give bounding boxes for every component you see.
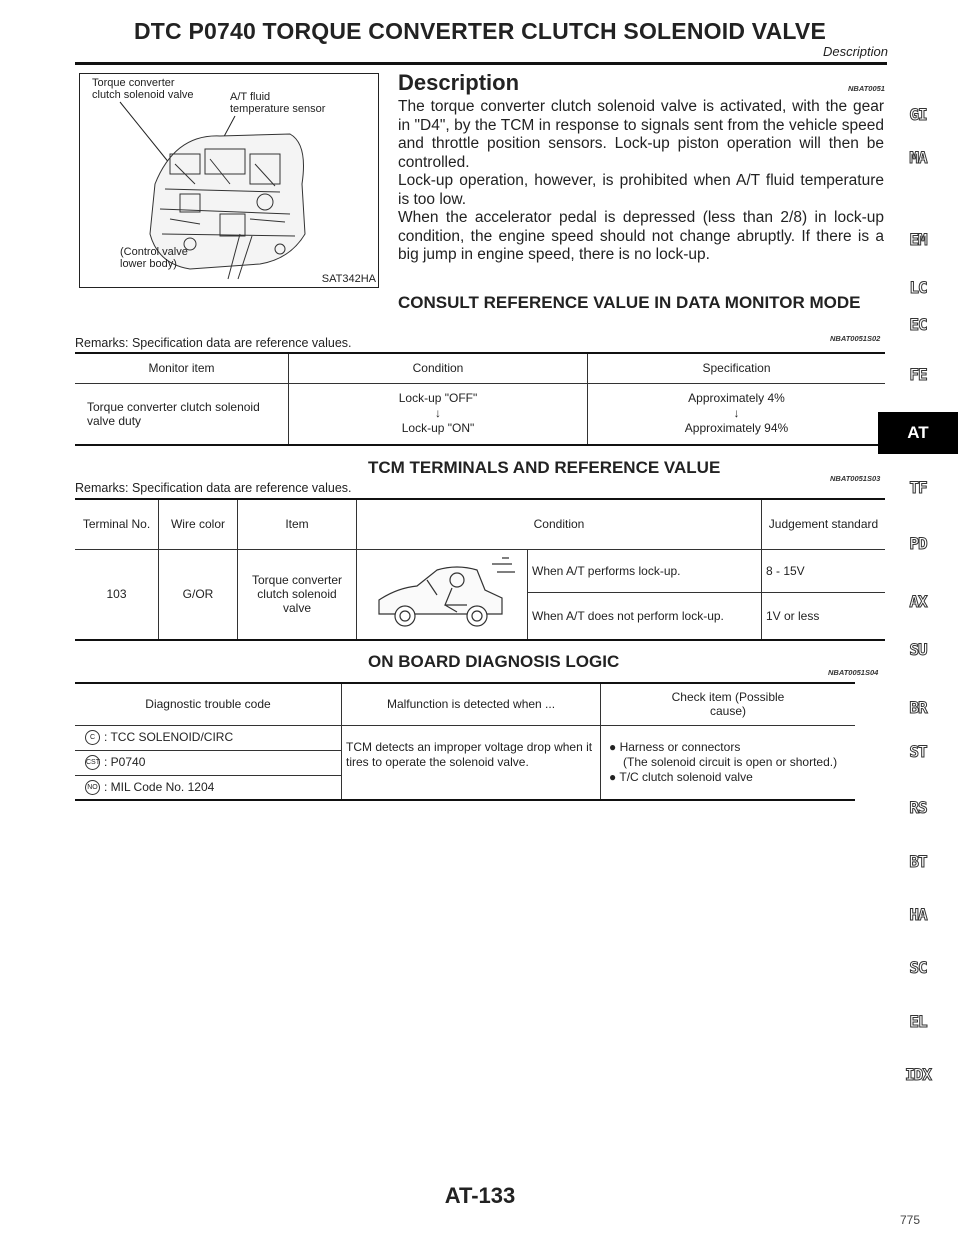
figure-label-clutch: Torque converter clutch solenoid valve	[92, 77, 194, 101]
check-item-1-text: Harness or connectors	[619, 739, 741, 754]
solenoid-figure	[79, 73, 379, 288]
sidebar-item-pd[interactable]: PD	[909, 534, 927, 553]
description-code: NBAT0051	[848, 84, 885, 93]
description-paragraph-1: The torque converter clutch solenoid valve is activated, with the gear in "D4", by the TCM in response to signals sent from the vehicle speed and throttle position sensors. Lock-up piston operation will then be controlled.	[398, 98, 884, 171]
tcm-judge-2: 1V or less	[766, 608, 820, 623]
figure-code: SAT342HA	[321, 273, 376, 285]
check-item-1b: (The solenoid circuit is open or shorted.)	[623, 754, 838, 769]
tcm-terminal: 103	[75, 549, 159, 640]
tcm-condition-1: When A/T performs lock-up.	[528, 549, 762, 592]
check-item-2-text: T/C clutch solenoid valve	[619, 769, 753, 784]
tcm-heading: TCM TERMINALS AND REFERENCE VALUE	[368, 458, 721, 477]
sidebar-item-ec[interactable]: EC	[909, 315, 927, 334]
sidebar-item-st[interactable]: ST	[909, 742, 927, 761]
table-row	[75, 549, 885, 592]
consult-header-item: Monitor item	[75, 353, 289, 383]
description-text	[398, 98, 884, 265]
obd-malfunction: TCM detects an improper voltage drop when it tires to operate the solenoid valve.	[342, 725, 601, 800]
figure-label-sensor: A/T fluid temperature sensor	[230, 91, 326, 115]
consult-heading: CONSULT REFERENCE VALUE IN DATA MONITOR MODE	[398, 293, 861, 312]
consult-spec	[588, 383, 886, 445]
sidebar-item-el[interactable]: EL	[909, 1012, 927, 1031]
page-footer-id: AT-133	[444, 1183, 516, 1208]
tcm-table	[75, 498, 885, 641]
tcm-wire: G/OR	[159, 549, 238, 640]
obd-header-dtc: Diagnostic trouble code	[75, 683, 342, 725]
sidebar-item-sc[interactable]: SC	[909, 958, 927, 977]
car-driver-illustration	[357, 550, 527, 636]
tcm-header-item: Item	[238, 499, 357, 549]
tcm-condition-2: When A/T does not perform lock-up.	[528, 592, 762, 639]
tcm-remarks: Remarks: Specification data are reference values.	[75, 481, 352, 495]
car-icon	[357, 549, 528, 640]
description-paragraph-3: When the accelerator pedal is depressed (less than 2/8) in lock-up condition, the engine speed should not change abruptly. If there is a big jump in engine speed, there is no lock-up.	[398, 209, 884, 263]
sidebar-item-at[interactable]: AT	[878, 412, 958, 454]
dtc-mil	[75, 775, 342, 800]
tcm-header-judgement: Judgement standard	[768, 517, 879, 532]
table-header-row	[75, 499, 885, 549]
sidebar-item-bt[interactable]: BT	[909, 852, 927, 871]
obd-table	[75, 682, 855, 801]
tcm-item: Torque converter clutch solenoid valve	[238, 549, 357, 640]
no-tools-icon: NO	[85, 780, 100, 795]
figure-label-body: (Control valve lower body)	[120, 246, 188, 270]
check-item-2: ● T/C clutch solenoid valve	[609, 769, 753, 784]
dtc-gst	[75, 750, 342, 775]
header-rule	[75, 62, 887, 65]
consult-code: NBAT0051S02	[830, 334, 881, 343]
sidebar-item-ha[interactable]: HA	[909, 905, 927, 924]
consult-remarks: Remarks: Specification data are reference values.	[75, 336, 352, 350]
table-row	[75, 383, 885, 445]
tcm-code: NBAT0051S03	[830, 474, 881, 483]
table-header-row	[75, 683, 855, 725]
sidebar-item-ax[interactable]: AX	[909, 592, 927, 611]
sidebar-item-tf[interactable]: TF	[909, 478, 927, 497]
sidebar-item-em[interactable]: EM	[909, 230, 927, 249]
sidebar-item-gi[interactable]: GI	[909, 105, 927, 124]
dtc-consult-label: : TCC SOLENOID/CIRC	[104, 729, 234, 744]
consult-table	[75, 352, 885, 446]
cond-off: Lock-up "OFF"	[398, 391, 478, 406]
description-paragraph-2: Lock-up operation, however, is prohibited when A/T fluid temperature is too low.	[398, 172, 884, 208]
tcm-judge-1: 8 - 15V	[762, 549, 886, 592]
spec-on: Approximately 94%	[684, 421, 789, 436]
obd-code: NBAT0051S04	[828, 668, 879, 677]
spec-off: Approximately 4%	[688, 391, 785, 406]
consult-icon: C	[85, 730, 100, 745]
consult-header-spec: Specification	[702, 361, 771, 376]
check-item-1: ● Harness or connectors	[609, 739, 741, 754]
obd-heading: ON BOARD DIAGNOSIS LOGIC	[368, 652, 620, 671]
dtc-gst-label: : P0740	[104, 754, 146, 769]
sidebar-item-su[interactable]: SU	[909, 640, 927, 659]
tcm-header-condition: Condition	[357, 499, 762, 549]
tcm-header-terminal: Terminal No.	[75, 499, 159, 549]
obd-header-check: Check item (Possible cause)	[671, 690, 785, 719]
sidebar-item-rs[interactable]: RS	[909, 798, 927, 817]
consult-header-condition: Condition	[289, 353, 588, 383]
cond-on: Lock-up "ON"	[401, 421, 475, 436]
gst-icon: CST	[85, 755, 100, 770]
dtc-mil-label: : MIL Code No. 1204	[104, 779, 215, 794]
consult-condition	[289, 383, 588, 445]
page-title: DTC P0740 TORQUE CONVERTER CLUTCH SOLENOID VALVE	[133, 18, 827, 44]
section-sidebar	[878, 0, 958, 1242]
sidebar-item-ma[interactable]: MA	[909, 148, 927, 167]
table-row	[75, 725, 855, 750]
section-label: Description	[822, 44, 888, 59]
page-number: 775	[900, 1213, 921, 1227]
sidebar-item-br[interactable]: BR	[909, 698, 927, 717]
consult-item: Torque converter clutch solenoid valve duty	[75, 383, 289, 445]
sidebar-item-fe[interactable]: FE	[909, 365, 927, 384]
sidebar-item-idx[interactable]: IDX	[905, 1065, 931, 1084]
table-header-row	[75, 353, 885, 383]
tcm-header-wire: Wire color	[159, 499, 238, 549]
description-heading: Description	[398, 70, 520, 95]
obd-check	[601, 725, 856, 800]
obd-header-malfunction: Malfunction is detected when ...	[342, 683, 601, 725]
sidebar-item-lc[interactable]: LC	[909, 278, 927, 297]
arrow-down-icon: ↓	[733, 406, 740, 421]
arrow-down-icon: ↓	[435, 406, 441, 421]
dtc-consult	[75, 725, 342, 750]
